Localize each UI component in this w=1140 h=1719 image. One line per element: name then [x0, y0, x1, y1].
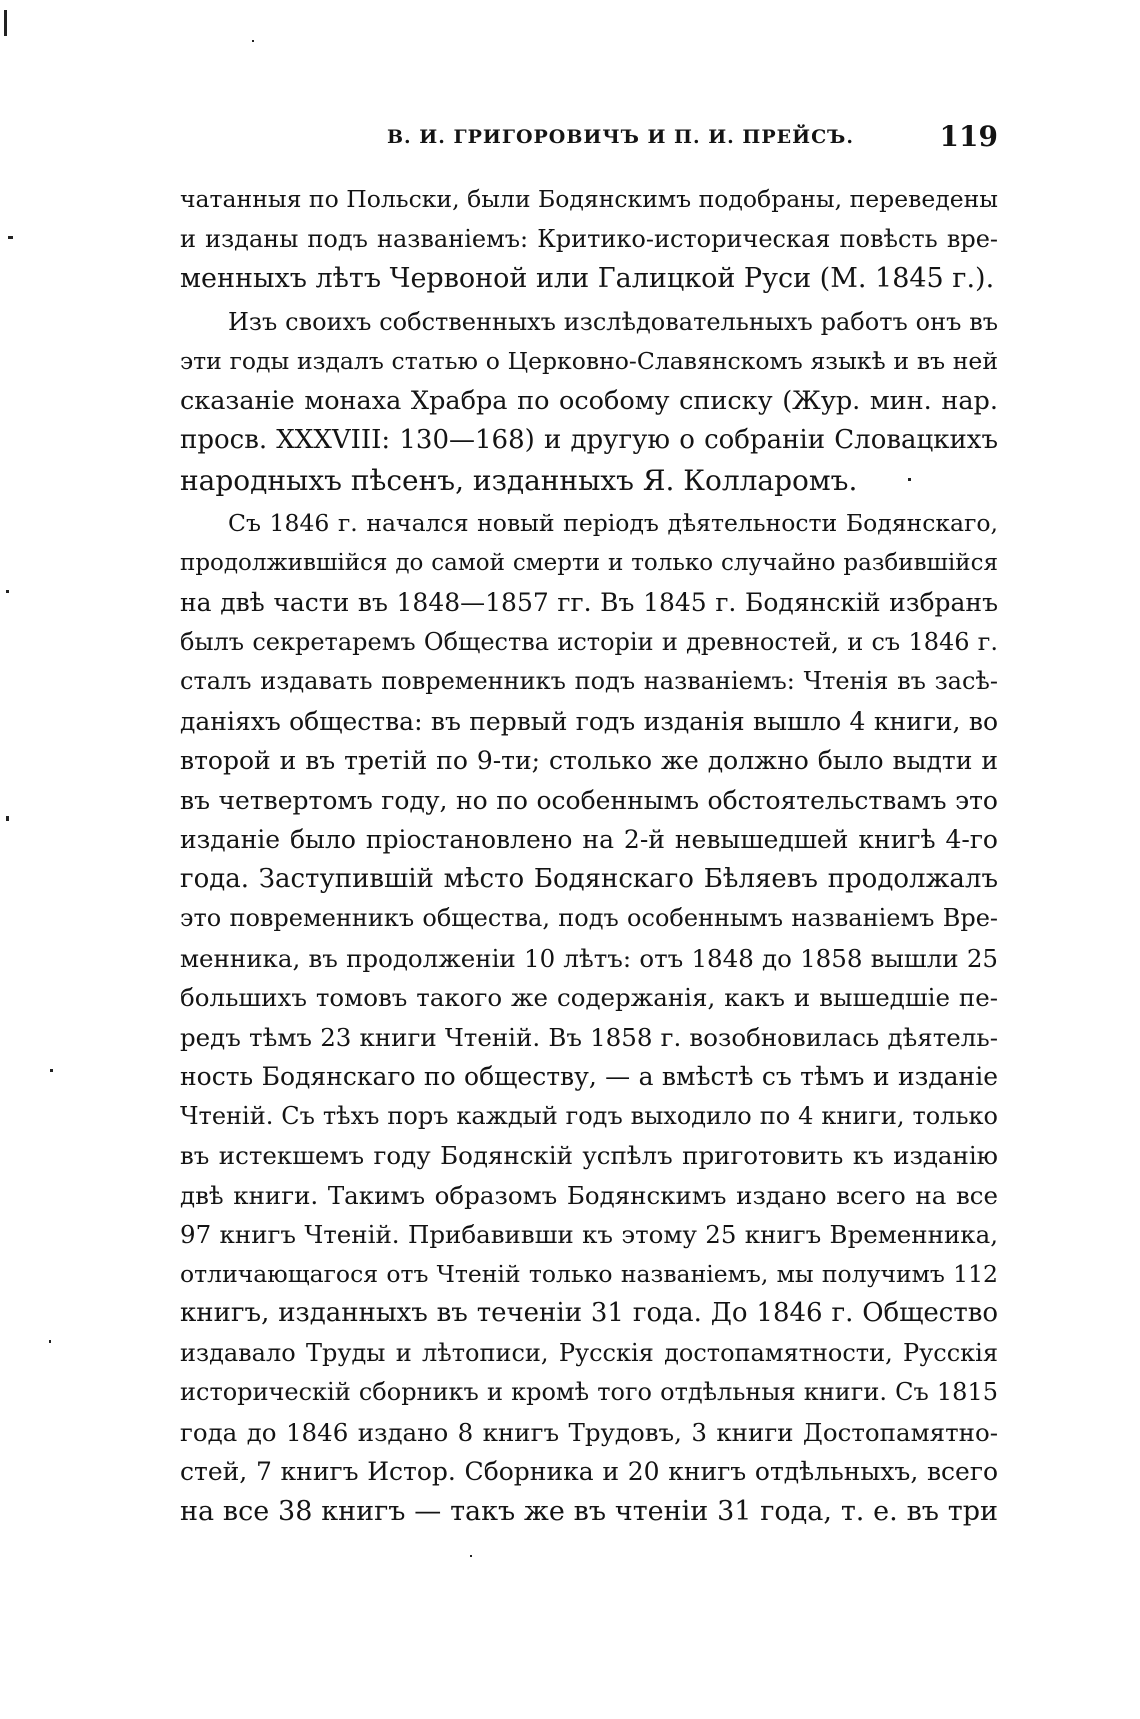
- scan-mark-dot: [8, 236, 13, 239]
- text-line: Изъ своихъ собственныхъ изслѣдовательныхъ работъ онъ въ: [228, 307, 998, 336]
- text-line: двѣ книги. Такимъ образомъ Бодянскимъ издано всего на все: [180, 1180, 998, 1210]
- text-line: просв. XXXVIII: 130—168) и другую о собраніи Словацкихъ: [180, 425, 998, 455]
- text-line: второй и въ третій по 9-ти; столько же должно было выдти и: [180, 746, 998, 775]
- text-line: менника, въ продолженіи 10 лѣтъ: отъ 1848 до 1858 вышли 25: [180, 943, 998, 973]
- text-line: менныхъ лѣтъ Червоной или Галицкой Руси (М. 1845 г.).: [180, 263, 995, 294]
- text-line: Чтеній. Съ тѣхъ поръ каждый годъ выходило по 4 книги, только: [180, 1101, 998, 1130]
- text-line: большихъ томовъ такого же содержанія, какъ и вышедшіе пе-: [180, 983, 998, 1012]
- text-line: сказаніе монаха Храбра по особому списку (Жур. мин. нар.: [180, 385, 998, 416]
- paragraph: [180, 180, 998, 299]
- scan-mark-dot: [50, 1069, 53, 1072]
- text-line: и изданы подъ названіемъ: Критико-историческая повѣсть вре-: [180, 224, 998, 253]
- text-line: на все 38 книгъ — такъ же въ чтеніи 31 года, т. е. въ три: [180, 1495, 998, 1527]
- text-line: продолжившійся до самой смерти и только случайно разбившійся: [180, 549, 998, 576]
- page-header: [180, 120, 998, 160]
- body-text: [180, 180, 998, 1531]
- running-head: В. И. ГРИГОРОВИЧЪ И П. И. ПРЕЙСЪ.: [387, 126, 854, 148]
- page-number: 119: [939, 120, 998, 153]
- text-line: чатанныя по Польски, были Бодянскимъ подобраны, переведены: [180, 185, 998, 213]
- scan-mark-dot: [6, 816, 9, 821]
- text-line: изданіе было пріостановлено на 2-й невышедшей книгѣ 4-го: [180, 825, 998, 854]
- text-line: на двѣ части въ 1848—1857 гг. Въ 1845 г. Бодянскій избранъ: [180, 588, 998, 617]
- text-line: 97 книгъ Чтеній. Прибавивши къ этому 25 книгъ Временника,: [180, 1220, 998, 1249]
- text-line: ность Бодянскаго по обществу, — а вмѣстѣ съ тѣмъ и изданіе: [180, 1062, 998, 1091]
- text-line: года до 1846 издано 8 книгъ Трудовъ, 3 книги Достопамятно-: [180, 1417, 998, 1447]
- text-line: историческій сборникъ и кромѣ того отдѣльныя книги. Съ 1815: [180, 1378, 998, 1406]
- paragraph: [180, 303, 998, 501]
- scan-mark-dot: [252, 40, 254, 42]
- text-line: Съ 1846 г. начался новый періодъ дѣятельности Бодянскаго,: [228, 509, 998, 537]
- text-line: былъ секретаремъ Общества исторіи и древностей, и съ 1846 г.: [180, 627, 998, 656]
- paragraph: [180, 504, 998, 1531]
- text-line: сталъ издавать повременникъ подъ названіемъ: Чтенія въ засѣ-: [180, 667, 998, 695]
- text-line: года. Заступившій мѣсто Бодянскаго Бѣляевъ продолжалъ: [180, 863, 998, 894]
- text-line: отличающагося отъ Чтеній только названіемъ, мы получимъ 112: [180, 1259, 998, 1288]
- text-line: даніяхъ общества: въ первый годъ изданія вышло 4 книги, во: [180, 706, 998, 736]
- text-line: книгъ, изданныхъ въ теченіи 31 года. До 1846 г. Общество: [180, 1298, 998, 1328]
- scan-mark-dot: [470, 1555, 472, 1557]
- scan-mark-left-bar: [4, 10, 7, 36]
- scan-mark-dot: [49, 1340, 51, 1343]
- text-line: это повременникъ общества, подъ особеннымъ названіемъ Вре-: [180, 904, 998, 932]
- text-line: эти годы издалъ статью о Церковно-Славянскомъ языкѣ и въ ней: [180, 347, 998, 375]
- text-line: редъ тѣмъ 23 книги Чтеній. Въ 1858 г. возобновилась дѣятель-: [180, 1022, 998, 1052]
- text-line: народныхъ пѣсенъ, изданныхъ Я. Колларомъ.: [180, 463, 858, 497]
- scan-mark-dot: [6, 590, 9, 593]
- text-line: издавало Труды и лѣтописи, Русскія достопамятности, Русскія: [180, 1338, 998, 1367]
- text-line: въ четвертомъ году, но по особеннымъ обстоятельствамъ это: [180, 785, 998, 815]
- text-line: въ истекшемъ году Бодянскій успѣлъ приготовить къ изданію: [180, 1141, 998, 1170]
- text-line: стей, 7 книгъ Истор. Сборника и 20 книгъ отдѣльныхъ, всего: [180, 1457, 998, 1486]
